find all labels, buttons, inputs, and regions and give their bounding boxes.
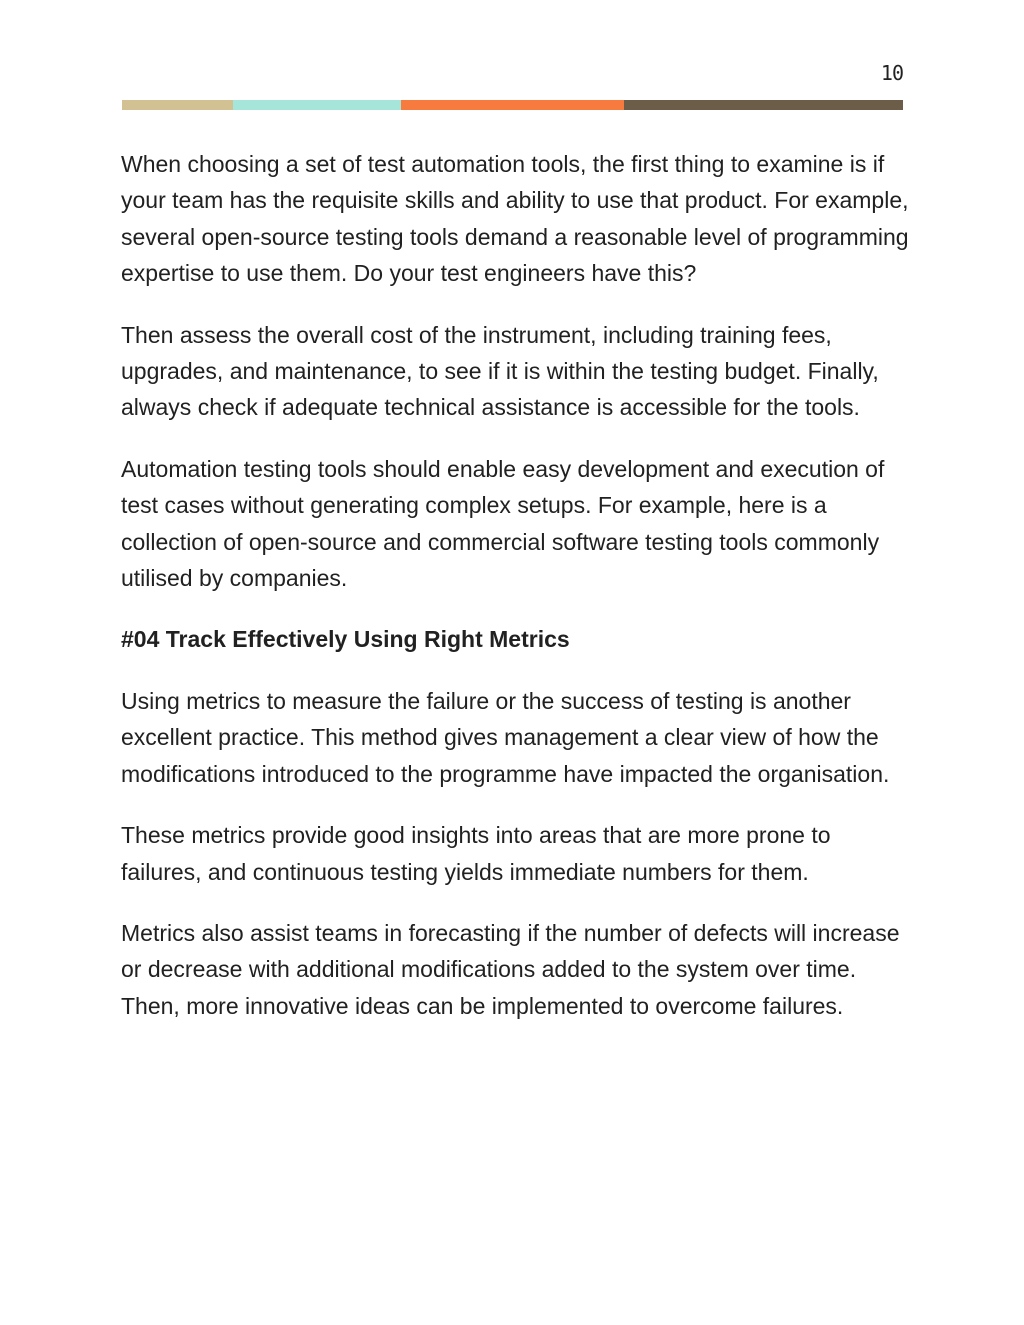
color-bar-segment-orange: [401, 100, 624, 110]
paragraph-tool-collection: Automation testing tools should enable easy development and execution of test cases without generating complex setups. For example, here is a collection of open-source and commercial software testing tools commonly utilised by companies.: [121, 455, 885, 592]
paragraph-tool-skills: When choosing a set of test automation tools, the first thing to examine is if your team has the requisite skills and ability to use that product. For example, several open-source testing tools demand a reasonable level of programming expertise to use them. Do your test engineers have this?: [121, 151, 909, 287]
color-bar-segment-tan: [122, 100, 233, 110]
color-bar-segment-brown: [624, 100, 903, 110]
body-text: [121, 146, 911, 1049]
paragraph-metrics-forecast: Metrics also assist teams in forecasting if the number of defects will increase or decrease with additional modifications added to the system over time. Then, more innovative ideas can be implemented to overcome failures.: [121, 919, 900, 1019]
header-color-bar: [122, 100, 903, 110]
paragraph-tool-cost: Then assess the overall cost of the instrument, including training fees, upgrades, and maintenance, to see if it is within the testing budget. Finally, always check if adequate technical assistance is accessible for the tools.: [121, 321, 879, 421]
color-bar-segment-aqua: [233, 100, 401, 110]
paragraph-metrics-insights: These metrics provide good insights into areas that are more prone to failures, and continuous testing yields immediate numbers for them.: [121, 822, 831, 885]
section-heading: #04 Track Effectively Using Right Metrics: [121, 626, 570, 653]
page-number: 10: [880, 61, 903, 85]
paragraph-metrics-intro: Using metrics to measure the failure or the success of testing is another excellent practice. This method gives management a clear view of how the modifications introduced to the programme have impacted the organisation.: [121, 687, 890, 787]
